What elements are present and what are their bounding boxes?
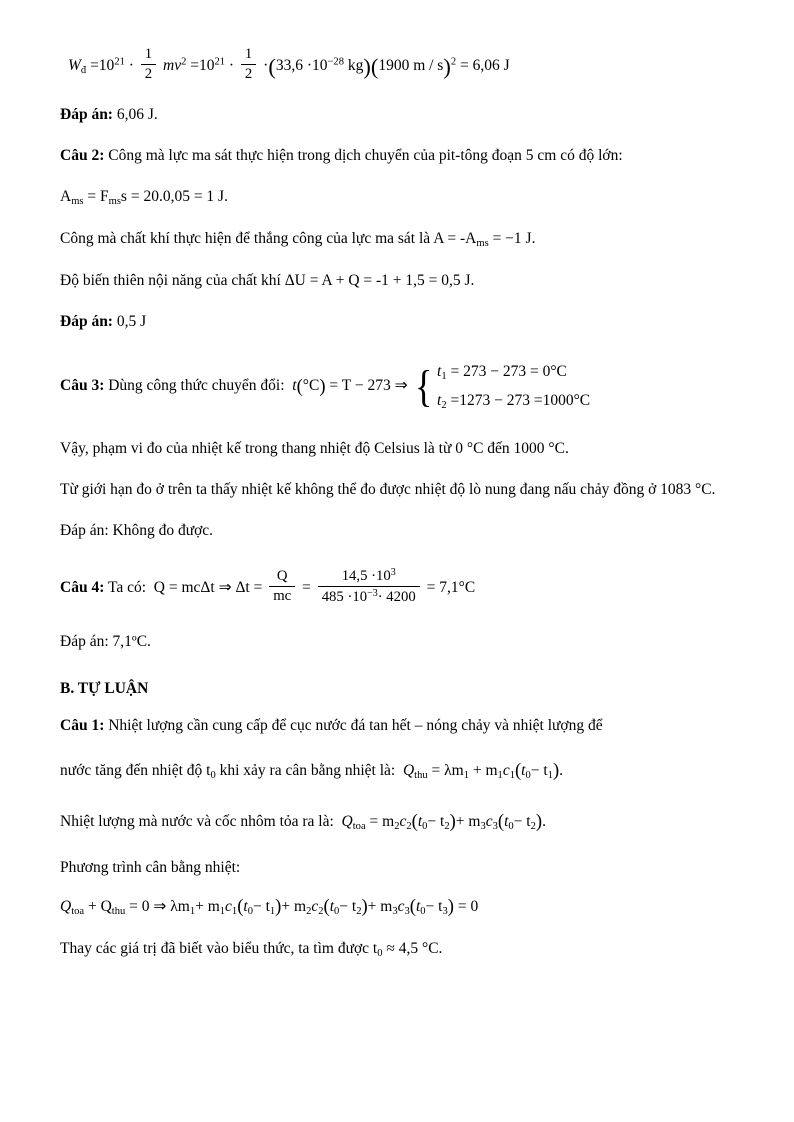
- fraction-denominator: 2: [244, 65, 253, 82]
- bal-result: = 0: [457, 898, 479, 916]
- question-3: [60, 358, 734, 415]
- bal-plus-m1: + m: [195, 898, 220, 916]
- qtoa-sub: toa: [352, 820, 366, 832]
- fraction-denominator: [318, 587, 420, 606]
- c3-row1-sub: 1: [441, 371, 447, 383]
- wd-eq2: =10: [190, 56, 215, 74]
- qtoa-eq: = m: [369, 812, 395, 830]
- wd-dot2: ·: [228, 56, 235, 74]
- bal-t1-sub: 1: [269, 906, 276, 918]
- qthu-sub: thu: [414, 770, 428, 782]
- wd-exp1: 21: [114, 56, 125, 68]
- qtoa-c2-sub: 2: [406, 820, 412, 832]
- c4-den-exp: −3: [367, 587, 378, 599]
- fraction-numerator: [318, 567, 420, 587]
- question-2: [60, 144, 734, 168]
- c4-den-rest: · 4200: [377, 588, 416, 605]
- bal-c3-sub: 3: [404, 906, 410, 918]
- bal-minus-t2: − t: [339, 898, 357, 916]
- t0-sub: 0: [210, 770, 216, 782]
- c3-celsius: °C: [302, 377, 320, 395]
- question-b1-line2-text: nước tăng đến nhiệt độ $t_0$ khi xảy ra cân bằng nhiệt là:: [60, 762, 396, 782]
- cases-rows: [437, 358, 590, 415]
- question-b1-text: Nhiệt lượng cần cung cấp để cục nước đá tan hết – nóng chảy và nhiệt lượng để: [104, 717, 603, 735]
- fraction-numerator: Q: [269, 568, 295, 587]
- paren-close-icon-4: ): [552, 760, 560, 782]
- qthu-c: c: [502, 762, 510, 780]
- question-b1-line-3: [60, 806, 734, 839]
- c3-eq: = T − 273: [329, 377, 391, 395]
- bal-t0b: t: [329, 898, 334, 916]
- paren-close-icon-2: ): [443, 53, 451, 79]
- wd-dot3: ·: [263, 56, 269, 74]
- wd-symbol: W: [68, 56, 81, 74]
- qthu-plus: + m: [472, 762, 498, 780]
- qtoa-c2: c: [399, 812, 407, 830]
- bal-t3-sub: 3: [442, 906, 448, 918]
- bal-plus-m3: + m: [367, 898, 393, 916]
- c3-row2-t: t: [437, 391, 442, 409]
- bal-q-toa-sub: toa: [71, 906, 85, 918]
- qthu-symbol: Q: [402, 762, 415, 780]
- c4-q: Q = mcΔt: [153, 579, 215, 597]
- qthu-c-sub: 1: [509, 770, 515, 782]
- wd-vel-exp: 2: [450, 56, 457, 68]
- wd-vel: 1900 m / s: [378, 56, 444, 74]
- qthu-t0: t: [521, 762, 526, 780]
- bal-lambda-m: λm: [170, 898, 190, 916]
- fraction-numerator: 1: [141, 46, 156, 65]
- c3-row1-val: = 273 − 273 = 0°C: [450, 363, 567, 381]
- c4-eq: =: [302, 579, 311, 597]
- c4-arrow-icon: ⇒: [218, 579, 232, 597]
- c4-num-exp: 3: [390, 566, 396, 578]
- bal-c3: c: [397, 898, 405, 916]
- question-4: [60, 566, 734, 608]
- qtoa-period: .: [542, 812, 546, 830]
- question-b1-line-4: Phương trình cân bằng nhiệt:: [60, 859, 241, 877]
- cases-row-1: [437, 358, 590, 386]
- bal-t2-sub: 2: [356, 906, 362, 918]
- question-3-label: Câu 3:: [60, 377, 105, 395]
- bal-c1-sub: 1: [231, 906, 238, 918]
- ams-sub: ms: [71, 195, 84, 207]
- qthu-t0-sub: 0: [525, 770, 531, 782]
- bal-t0a-sub: 0: [247, 906, 253, 918]
- question-3-text: Dùng công thức chuyển đổi:: [104, 377, 285, 395]
- paren-open-icon-7: (: [237, 896, 244, 918]
- paren-open-icon-9: (: [409, 896, 416, 918]
- t0-sub-final: 0: [377, 948, 383, 960]
- qtoa-c3-sub: 3: [492, 820, 498, 832]
- paren-open-icon-6: (: [497, 810, 505, 832]
- cases-row-2: [437, 387, 590, 415]
- c3-arrow-icon: ⇒: [394, 377, 408, 395]
- question-b1-line-2: [60, 755, 734, 788]
- c3-t: t: [292, 377, 297, 395]
- fraction-numerator: 1: [241, 46, 256, 65]
- bal-c2: c: [311, 898, 319, 916]
- question-b1-final: [60, 937, 734, 962]
- question-2-text: Công mà lực ma sát thực hiện trong dịch chuyển của pit-tông đoạn 5 cm có độ lớn:: [104, 146, 623, 164]
- wd-mass-exp: −28: [327, 56, 344, 68]
- fraction-half-1: [141, 46, 156, 83]
- c3-row2-val: =1273 − 273 =1000°C: [450, 391, 591, 409]
- bal-t0c-sub: 0: [420, 906, 426, 918]
- bal-q-thu-sub: thu: [111, 906, 126, 918]
- wd-mv-exp: 2: [181, 56, 187, 68]
- paren-close-icon: ): [363, 53, 371, 79]
- answer-3: Đáp án: Không đo được.: [60, 522, 214, 540]
- cases-block: [413, 358, 590, 415]
- answer-2-text: 0,5 J: [112, 313, 147, 331]
- question-b1-label: Câu 1:: [60, 717, 105, 735]
- qtoa-m2-sub: 2: [394, 820, 400, 832]
- bal-m3-sub: 3: [392, 906, 398, 918]
- qtoa-c3: c: [485, 812, 493, 830]
- wd-mv: mv: [163, 56, 182, 74]
- wd-result: = 6,06 J: [459, 56, 510, 74]
- bal-minus-t1: − t: [252, 898, 270, 916]
- final-text: Thay các giá trị đã biết vào biểu thức, ta tìm được $t_0 \approx 4,5$ °C.: [60, 940, 443, 960]
- balance-equation: [60, 897, 734, 917]
- question-3-line-1: Vậy, phạm vi đo của nhiệt kế trong thang nhiệt độ Celsius là từ 0 °C đến 1000 °C.: [60, 440, 569, 458]
- bal-c2-sub: 2: [318, 906, 324, 918]
- bal-minus-t3: − t: [425, 898, 443, 916]
- paren-open-icon-8: (: [323, 896, 330, 918]
- fraction-half-2: [241, 46, 256, 83]
- bal-t0a: t: [243, 898, 248, 916]
- question-2-line-3: Độ biến thiên nội năng của chất khí ΔU = A + Q = -1 + 1,5 = 0,5 J.: [60, 272, 475, 290]
- balance-equation-math: [60, 896, 479, 918]
- c4-num-text: 14,5 ·10: [341, 567, 391, 584]
- ams-sub-2: ms: [476, 238, 489, 250]
- bal-arrow-icon: ⇒: [153, 898, 167, 916]
- c4-dt: Δt =: [235, 579, 263, 597]
- wd-mass: 33,6 ·10: [275, 56, 328, 74]
- qtoa-t2b-sub: 2: [530, 820, 536, 832]
- answer-2: [60, 310, 734, 334]
- question-2-label: Câu 2:: [60, 146, 105, 164]
- paren-open-icon-4: (: [514, 760, 522, 782]
- wd-eq1: =10: [90, 56, 115, 74]
- bal-eq-zero: = 0: [129, 898, 150, 916]
- bal-plus-m2: + m: [281, 898, 307, 916]
- section-heading-b: B. TỰ LUẬN: [60, 680, 149, 698]
- bal-c1: c: [225, 898, 232, 916]
- qtoa-t0b: t: [504, 812, 509, 830]
- answer-1: [60, 103, 734, 127]
- question-2-line-1: [60, 185, 734, 210]
- qtoa-plus: + m: [455, 812, 481, 830]
- fms-sub: ms: [108, 195, 121, 207]
- qtoa-m3-sub: 3: [480, 820, 486, 832]
- paren-open-icon: (: [268, 53, 276, 79]
- paren-close-icon-5: ): [449, 810, 456, 832]
- qtoa-t0b-sub: 0: [508, 820, 514, 832]
- wd-dot1: ·: [128, 56, 134, 74]
- c3-row1-t: t: [437, 363, 442, 381]
- qthu-m1-sub2: 1: [497, 770, 503, 782]
- c4-den-text: 485 ·10: [321, 588, 368, 605]
- bal-t0b-sub: 0: [334, 906, 340, 918]
- ams-equation: $A_{ms} = F_{ms}s = 20.0,05 = 1$ J.: [60, 187, 228, 207]
- wd-subscript: đ: [80, 64, 87, 76]
- bal-m1-sub: 1: [219, 906, 226, 918]
- qthu-m1-sub: 1: [463, 770, 469, 782]
- fraction-denominator: mc: [273, 587, 292, 604]
- wd-exp2: 21: [214, 56, 225, 68]
- question-b1: [60, 714, 725, 738]
- qthu-eq: = λm: [431, 762, 464, 780]
- fraction-denominator: 2: [144, 65, 153, 82]
- bal-t0c: t: [415, 898, 421, 916]
- wd-mass-unit: kg: [347, 56, 364, 74]
- qtoa-t0a: t: [417, 812, 423, 830]
- paren-close-icon-3: ): [319, 375, 326, 397]
- qtoa-t2-sub: 2: [444, 820, 450, 832]
- qthu-equation: [399, 760, 564, 782]
- question-4-label: Câu 4:: [60, 579, 105, 597]
- question-2-line-2: [60, 227, 734, 252]
- question-b1-line3-text: Nhiệt lượng mà nước và cốc nhôm tỏa ra là:: [60, 812, 334, 830]
- c4-result: = 7,1°C: [426, 579, 476, 597]
- paren-open-icon-5: (: [411, 810, 418, 832]
- qthu-t1-sub: 1: [547, 770, 553, 782]
- equation-wd: [60, 45, 734, 85]
- qtoa-minus1: − t: [427, 812, 445, 830]
- question-3-line-2: Từ giới hạn đo ở trên ta thấy nhiệt kế không thể đo được nhiệt độ lò nung đang nấu chảy đồng ở 1083 °C.: [60, 481, 716, 499]
- fraction-values: [318, 567, 420, 606]
- c3-row2-sub: 2: [441, 399, 447, 411]
- paren-open-icon-3: (: [296, 375, 303, 397]
- answer-4: Đáp án: 7,1ºC.: [60, 633, 151, 651]
- qtoa-equation: [338, 810, 546, 832]
- answer-1-text: 6,06 J.: [112, 105, 158, 123]
- bal-plus: + Q: [87, 898, 112, 916]
- brace-icon: {: [415, 361, 433, 412]
- fraction-q-mc: [269, 568, 295, 605]
- answer-1-label: Đáp án:: [60, 105, 113, 123]
- bal-q-toa: Q: [60, 898, 72, 916]
- qtoa-t0a-sub: 0: [422, 820, 428, 832]
- qthu-period: .: [559, 762, 564, 780]
- paren-close-icon-6: ): [535, 810, 543, 832]
- bal-lambda-m-sub: 1: [189, 906, 196, 918]
- paren-close-icon-7: ): [275, 896, 282, 918]
- qthu-minus: − t: [530, 762, 548, 780]
- paren-open-icon-2: (: [370, 53, 379, 79]
- bal-m2-sub: 2: [306, 906, 312, 918]
- paren-close-icon-8: ): [361, 896, 368, 918]
- friction-work-text: Công mà chất khí thực hiện để thắng công của lực ma sát là $A = -A_{ms} = -1$ J.: [60, 230, 536, 250]
- qtoa-minus2: − t: [513, 812, 531, 830]
- qtoa-symbol: Q: [341, 812, 353, 830]
- question-3-equation: [288, 361, 591, 412]
- paren-close-icon-9: ): [447, 896, 454, 918]
- answer-2-label: Đáp án:: [60, 313, 113, 331]
- question-4-text: Ta có:: [104, 579, 147, 597]
